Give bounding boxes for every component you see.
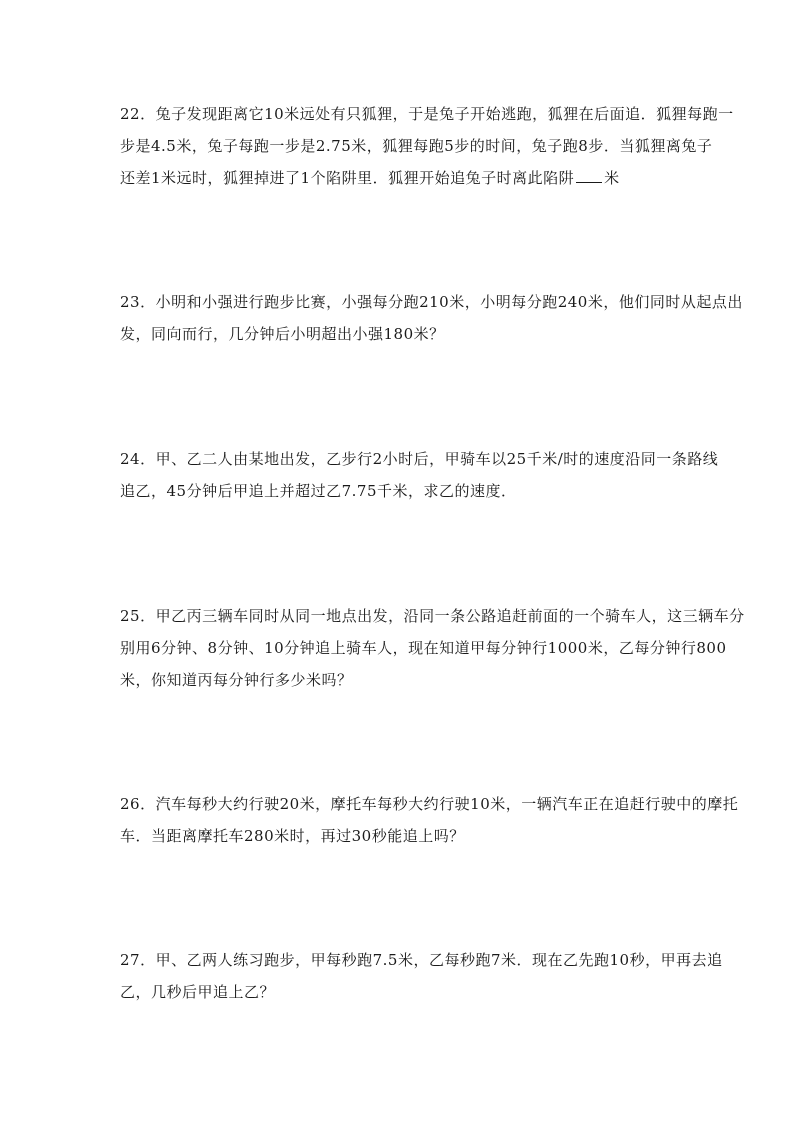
problem-line: 追乙，45分钟后甲追上并超过乙7.75千米，求乙的速度． bbox=[120, 482, 517, 500]
answer-blank[interactable] bbox=[576, 168, 602, 183]
problem-line: 26．汽车每秒大约行驶20米，摩托车每秒大约行驶10米，一辆汽车正在追赶行驶中的摩托 bbox=[120, 795, 739, 813]
problem-26 bbox=[120, 788, 739, 852]
problem-24 bbox=[120, 443, 719, 507]
problem-line: 25．甲乙丙三辆车同时从同一地点出发，沿同一条公路追赶前面的一个骑车人，这三辆车分 bbox=[120, 607, 745, 625]
problem-line: 车．当距离摩托车280米时，再过30秒能追上吗？ bbox=[120, 827, 465, 845]
problem-line: 米，你知道丙每分钟行多少米吗？ bbox=[120, 671, 353, 689]
problem-27 bbox=[120, 944, 723, 1008]
problem-line bbox=[120, 162, 690, 194]
problem-23 bbox=[120, 286, 743, 350]
problem-line-text: 还差1米远时，狐狸掉进了1个陷阱里．狐狸开始追兔子时离此陷阱 bbox=[120, 169, 575, 187]
problem-22 bbox=[120, 98, 734, 194]
problem-line: 24．甲、乙二人由某地出发，乙步行2小时后，甲骑车以25千米/时的速度沿同一条路线 bbox=[120, 450, 719, 468]
problem-line: 别用6分钟、8分钟、10分钟追上骑车人，现在知道甲每分钟行1000米，乙每分钟行800 bbox=[120, 639, 727, 657]
problem-line: 步是4.5米，兔子每跑一步是2.75米，狐狸每跑5步的时间，兔子跑8步．当狐狸离兔子 bbox=[120, 137, 713, 155]
problem-line: 乙，几秒后甲追上乙？ bbox=[120, 983, 276, 1001]
problem-line: 27．甲、乙两人练习跑步，甲每秒跑7.5米，乙每秒跑7米．现在乙先跑10秒，甲再去追 bbox=[120, 951, 723, 969]
answer-unit: 米 bbox=[604, 169, 620, 187]
problem-line: 发，同向而行，几分钟后小明超出小强180米？ bbox=[120, 325, 445, 343]
problem-25 bbox=[120, 600, 745, 696]
problem-line: 23．小明和小强进行跑步比赛，小强每分跑210米，小明每分跑240米，他们同时从起点出 bbox=[120, 293, 743, 311]
problem-line: 22．兔子发现距离它10米远处有只狐狸，于是兔子开始逃跑，狐狸在后面追．狐狸每跑一 bbox=[120, 105, 734, 123]
